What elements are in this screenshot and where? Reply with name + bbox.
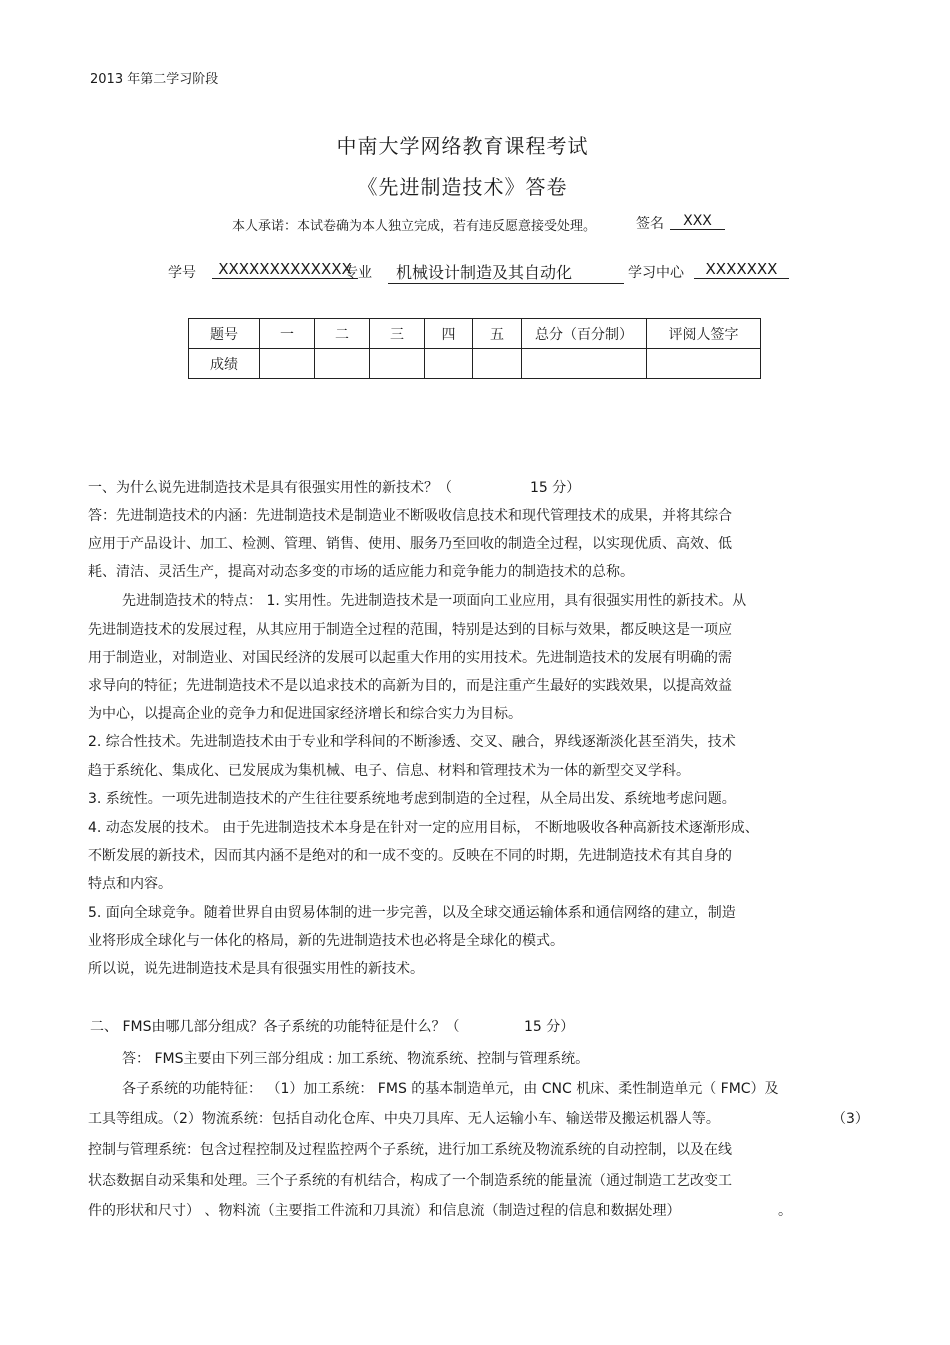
q1-line: 答：先进制造技术的内涵：先进制造技术是制造业不断吸收信息技术和现代管理技术的成果，并将其综合 (88, 508, 732, 524)
q1-line: 为中心，以提高企业的竞争力和促进国家经济增长和综合实力为目标。 (88, 706, 522, 722)
q1-line: 求导向的特征；先进制造技术不是以追求技术的高新为目的，而是注重产生最好的实践效果，以提高效益 (88, 678, 732, 694)
q1-line: 先进制造技术的特点： 1. 实用性。先进制造技术是一项面向工业应用，具有很强实用性的新技术。从 (122, 593, 747, 609)
q1-line: 先进制造技术的发展过程，从其应用于制造全过程的范围，特别是达到的目标与效果，都反映这是一项应 (88, 622, 732, 638)
header-cell-q4: 四 (425, 319, 473, 349)
q1-line: 2. 综合性技术。先进制造技术由于专业和学科间的不断渗透、交叉、融合，界线逐渐淡化甚至消失，技术 (88, 734, 736, 750)
q1-line: 业将形成全球化与一体化的格局，新的先进制造技术也必将是全球化的模式。 (88, 933, 564, 949)
q1-line: 用于制造业，对制造业、对国民经济的发展可以起重大作用的实用技术。先进制造技术的发展有明确的需 (88, 650, 732, 666)
q1-line: 耗、清洁、灵活生产，提高对动态多变的市场的适应能力和竞争能力的制造技术的总称。 (88, 564, 634, 580)
pledge-text: 本人承诺：本试卷确为本人独立完成，若有违反愿意接受处理。 (232, 219, 597, 234)
sign-label: 签名 (636, 216, 664, 232)
q1-line: 趋于系统化、集成化、已发展成为集机械、电子、信息、材料和管理技术为一体的新型交叉学科。 (88, 763, 690, 779)
student-id-label: 学号 (168, 265, 196, 281)
score-table (188, 318, 761, 379)
q1-question: 一、为什么说先进制造技术是具有很强实用性的新技术？（ (88, 480, 452, 496)
period-header: 2013 年第二学习阶段 (90, 72, 219, 87)
header-cell-q5: 五 (473, 319, 522, 349)
q2-line-end: 。 (778, 1203, 792, 1219)
center-value: XXXXXXX (694, 260, 789, 279)
center-label: 学习中心 (628, 265, 684, 281)
q2-line: 控制与管理系统：包含过程控制及过程监控两个子系统，进行加工系统及物流系统的自动控制，以及在线 (88, 1142, 732, 1158)
major-label: 专业 (344, 265, 372, 281)
row-label-score: 成绩 (189, 349, 260, 379)
major-value: 机械设计制造及其自动化 (388, 260, 624, 284)
score-cell-q5 (473, 349, 522, 379)
q1-line: 应用于产品设计、加工、检测、管理、销售、使用、服务乃至回收的制造全过程，以实现优质、高效、低 (88, 536, 732, 552)
score-cell-q3 (370, 349, 425, 379)
q2-line: 工具等组成。（2）物流系统：包括自动化仓库、中央刀具库、无人运输小车、输送带及搬运机器人等。 (88, 1111, 720, 1127)
q1-line: 5. 面向全球竞争。随着世界自由贸易体制的进一步完善，以及全球交通运输体系和通信网络的建立，制造 (88, 905, 736, 921)
exam-title: 中南大学网络教育课程考试 (336, 134, 589, 158)
q2-question: 二、 FMS由哪几部分组成？各子系统的功能特征是什么？（ (90, 1019, 460, 1035)
header-cell-q3: 三 (370, 319, 425, 349)
score-cell-reviewer (647, 349, 761, 379)
q1-points: 15 分） (530, 480, 581, 496)
course-title: 《先进制造技术》答卷 (357, 175, 568, 199)
q1-line: 特点和内容。 (88, 876, 172, 892)
q2-line: 状态数据自动采集和处理。三个子系统的有机结合，构成了一个制造系统的能量流（通过制造工艺改变工 (88, 1173, 732, 1189)
score-cell-total (522, 349, 647, 379)
q1-line: 4. 动态发展的技术。 由于先进制造技术本身是在针对一定的应用目标， 不断地吸收各种高新技术逐渐形成、 (88, 820, 759, 836)
q2-line-suffix: （3） (832, 1111, 869, 1127)
sign-value: XXX (670, 213, 725, 230)
header-cell-q2: 二 (315, 319, 370, 349)
score-cell-q1 (260, 349, 315, 379)
header-cell-reviewer: 评阅人签字 (647, 319, 761, 349)
q1-line: 3. 系统性。一项先进制造技术的产生往往要系统地考虑到制造的全过程，从全局出发、系统地考虑问题。 (88, 791, 736, 807)
q1-line: 不断发展的新技术，因而其内涵不是绝对的和一成不变的。反映在不同的时期，先进制造技术有其自身的 (88, 848, 732, 864)
student-id-value: XXXXXXXXXXXXX (212, 260, 358, 279)
q2-line: 各子系统的功能特征： （1）加工系统： FMS 的基本制造单元，由 CNC 机床、柔性制造单元（ FMC）及 (122, 1081, 779, 1097)
header-cell-total: 总分（百分制） (522, 319, 647, 349)
q1-line: 所以说，说先进制造技术是具有很强实用性的新技术。 (88, 961, 424, 977)
q2-line: 件的形状和尺寸） 、物料流（主要指工件流和刀具流）和信息流（制造过程的信息和数据处理） (88, 1203, 681, 1219)
score-cell-q4 (425, 349, 473, 379)
score-table-header-row (189, 319, 761, 349)
q2-points: 15 分） (524, 1019, 575, 1035)
score-table-row (189, 349, 761, 379)
q2-line: 答： FMS主要由下列三部分组成 : 加工系统、物流系统、控制与管理系统。 (122, 1051, 590, 1067)
score-cell-q2 (315, 349, 370, 379)
header-cell-question-no: 题号 (189, 319, 260, 349)
header-cell-q1: 一 (260, 319, 315, 349)
